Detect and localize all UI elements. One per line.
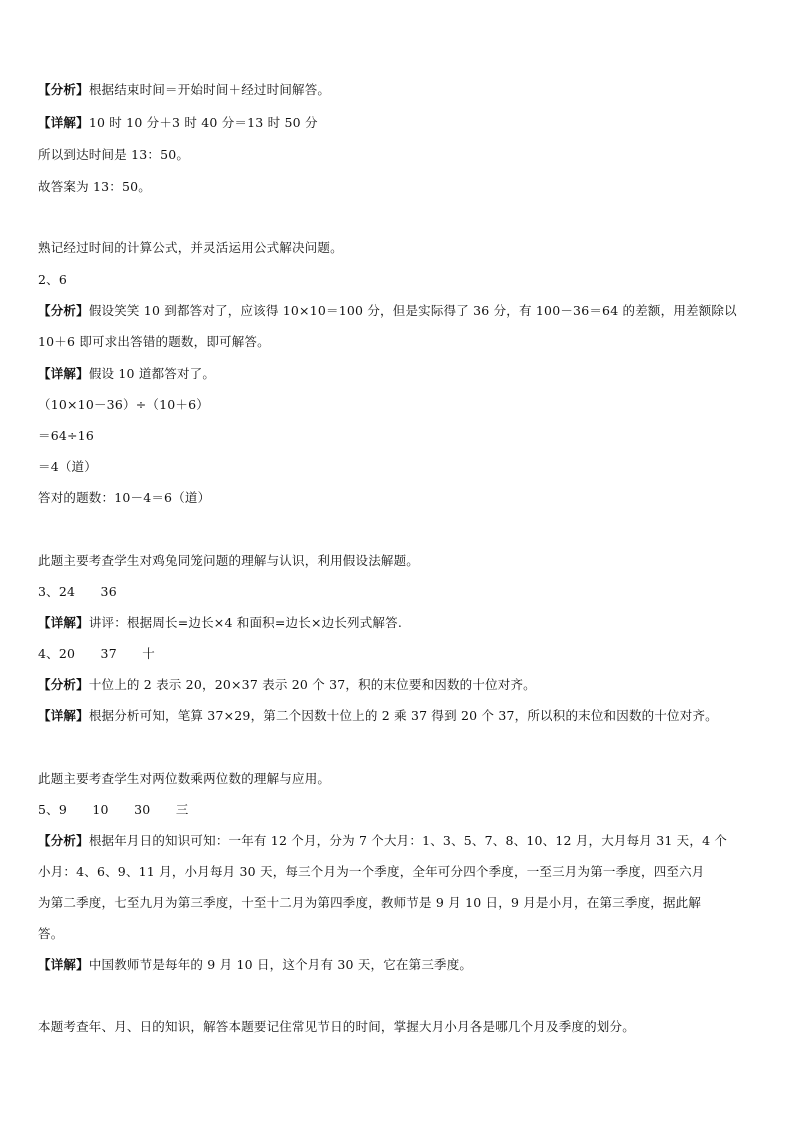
q1-summary: 熟记经过时间的计算公式，并灵活运用公式解决问题。 bbox=[38, 240, 343, 255]
q3-detail-line bbox=[38, 615, 760, 631]
q5-detail-line bbox=[38, 957, 760, 973]
q5-detail-text: 中国教师节是每年的 9 月 10 日，这个月有 30 天，它在第三季度。 bbox=[88, 957, 473, 972]
q2-detail-text: 假设 10 道都答对了。 bbox=[88, 366, 216, 381]
q1-detail-line bbox=[38, 115, 760, 131]
q4-analysis-text: 十位上的 2 表示 20，20×37 表示 20 个 37，积的末位要和因数的十位对齐。 bbox=[88, 677, 536, 692]
q5-summary: 本题考查年、月、日的知识，解答本题要记住常见节日的时间，掌握大月小月各是哪几个月及季度的划分。 bbox=[38, 1019, 635, 1034]
q2-calc-3: ＝4（道） bbox=[38, 459, 97, 474]
q2-calc-4: 答对的题数：10－4＝6（道） bbox=[38, 490, 211, 505]
q1-analysis-text: 根据结束时间＝开始时间＋经过时间解答。 bbox=[88, 82, 331, 97]
q1-analysis-line bbox=[38, 82, 760, 98]
detail-tag: 【详解】 bbox=[38, 708, 89, 723]
q5-analysis-line-2: 小月：4、6、9、11 月，小月每月 30 天，每三个月为一个季度，全年可分四个季度，一至三月为第一季度，四至六月 bbox=[38, 864, 705, 879]
detail-tag: 【详解】 bbox=[38, 957, 89, 972]
q2-analysis-line-2: 10＋6 即可求出答错的题数，即可解答。 bbox=[38, 334, 270, 349]
analysis-tag: 【分析】 bbox=[38, 677, 89, 692]
q5-analysis-line-4: 答。 bbox=[38, 926, 64, 941]
analysis-tag: 【分析】 bbox=[38, 833, 89, 848]
q2-analysis-line-1 bbox=[38, 303, 760, 319]
analysis-tag: 【分析】 bbox=[38, 303, 89, 318]
q5-analysis-line-1 bbox=[38, 833, 760, 849]
q2-summary: 此题主要考查学生对鸡兔同笼问题的理解与认识，利用假设法解题。 bbox=[38, 553, 420, 568]
q1-line3: 所以到达时间是 13：50。 bbox=[38, 147, 190, 162]
q3-detail-text: 讲评：根据周长=边长×4 和面积=边长×边长列式解答. bbox=[88, 615, 403, 630]
q1-line4: 故答案为 13：50。 bbox=[38, 179, 151, 194]
q5-analysis-text-1: 根据年月日的知识可知：一年有 12 个月，分为 7 个大月：1、3、5、7、8、10、12 月，大月每月 31 天，4 个 bbox=[88, 833, 728, 848]
detail-tag: 【详解】 bbox=[38, 615, 89, 630]
q2-detail-line bbox=[38, 366, 760, 382]
analysis-tag: 【分析】 bbox=[38, 82, 89, 97]
q5-answer: 5、9 10 30 三 bbox=[38, 802, 189, 817]
q2-calc-2: ＝64÷16 bbox=[38, 428, 94, 443]
q4-answer: 4、20 37 十 bbox=[38, 646, 155, 661]
q4-summary: 此题主要考查学生对两位数乘两位数的理解与应用。 bbox=[38, 771, 331, 786]
q2-answer: 2、6 bbox=[38, 272, 68, 287]
q4-detail-line bbox=[38, 708, 760, 724]
q3-answer: 3、24 36 bbox=[38, 584, 117, 599]
q4-detail-text: 根据分析可知，笔算 37×29，第二个因数十位上的 2 乘 37 得到 20 个 37，所以积的末位和因数的十位对齐。 bbox=[88, 708, 718, 723]
q4-analysis-line bbox=[38, 677, 760, 693]
q2-calc-1: （10×10－36）÷（10＋6） bbox=[38, 397, 209, 412]
q5-analysis-line-3: 为第二季度，七至九月为第三季度，十至十二月为第四季度，教师节是 9 月 10 日，9 月是小月，在第三季度，据此解 bbox=[38, 895, 702, 910]
q1-detail-text: 10 时 10 分＋3 时 40 分＝13 时 50 分 bbox=[88, 115, 318, 130]
detail-tag: 【详解】 bbox=[38, 366, 89, 381]
q2-analysis-text-1: 假设笑笑 10 到都答对了，应该得 10×10＝100 分，但是实际得了 36 分，有 100－36＝64 的差额，用差额除以 bbox=[88, 303, 737, 318]
detail-tag: 【详解】 bbox=[38, 115, 89, 130]
